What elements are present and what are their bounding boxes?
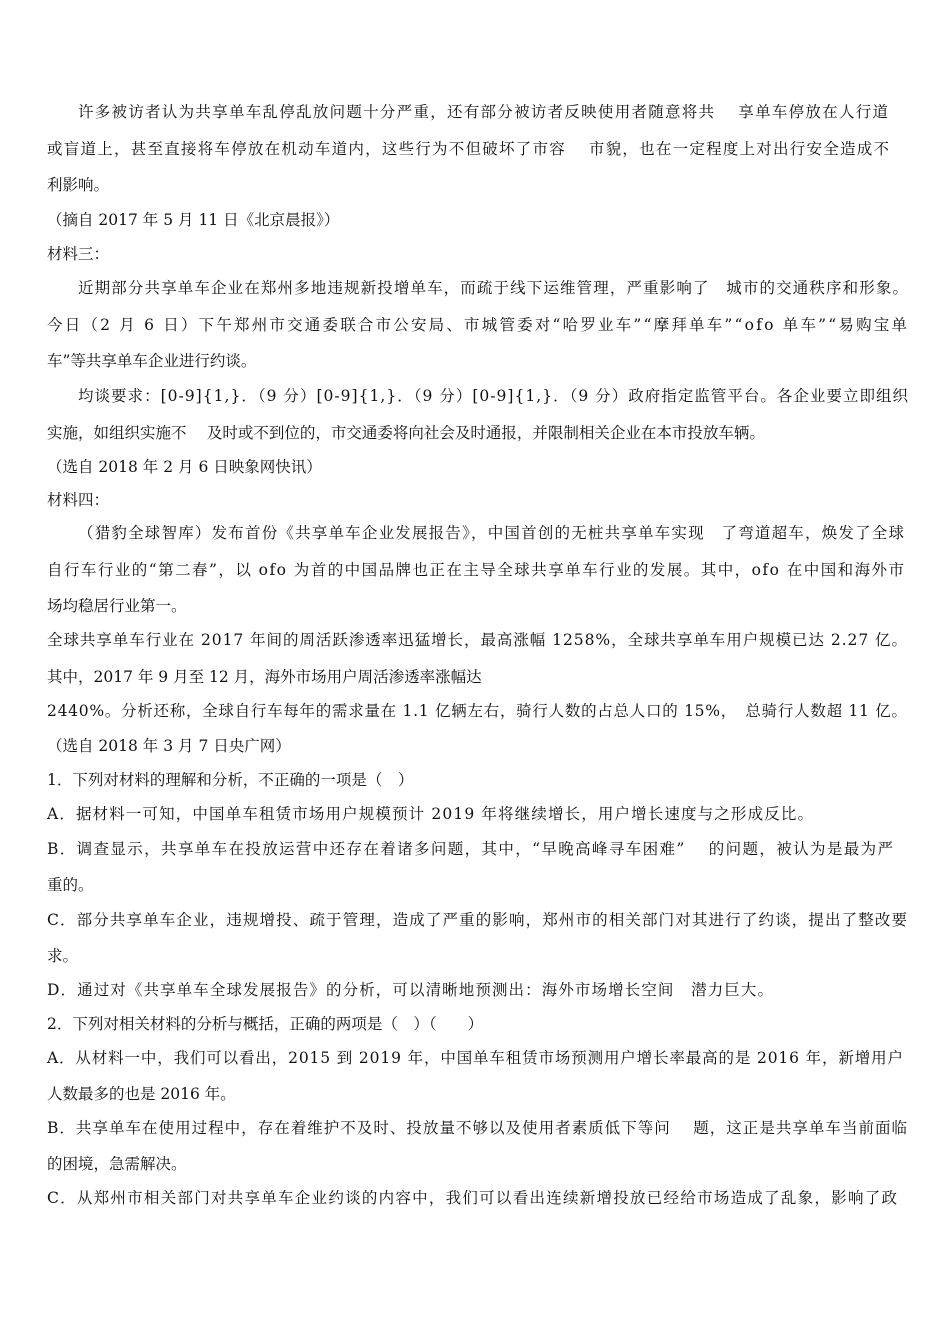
line-text: （猎豹全球智库）发布首份《共享单车企业发展报告》，中国首创的无桩共享单车实现 了弯道超车，焕发了全球 bbox=[78, 524, 906, 542]
text-line bbox=[0, 386, 950, 406]
answer-option bbox=[0, 1048, 950, 1068]
line-text: 材料四： bbox=[47, 491, 110, 509]
source-note bbox=[0, 736, 950, 756]
text-line bbox=[0, 630, 950, 650]
text-line bbox=[0, 523, 950, 543]
line-text: 均谈要求：[0-9]{1,}．（9 分）[0-9]{1,}．（9 分）[0-9]{1,}．（9 分）政府指定监管平台。各企业要立即组织 bbox=[78, 387, 910, 405]
answer-option bbox=[0, 804, 950, 824]
line-text: 2440%。分析还称，全球自行车每年的需求量在 1.1 亿辆左右，骑行人数的占总人口的 15%， 总骑行人数超 11 亿。 bbox=[47, 702, 908, 720]
line-text: 近期部分共享单车企业在郑州多地违规新投增单车，而疏于线下运维管理，严重影响了 城市的交通秩序和形象。 bbox=[78, 279, 910, 297]
text-line bbox=[0, 175, 950, 195]
line-text: C．部分共享单车企业，违规增投、疏于管理，造成了严重的影响，郑州市的相关部门对其进行了约谈，提出了整改要 bbox=[47, 911, 909, 929]
answer-option bbox=[0, 910, 950, 930]
text-line bbox=[0, 351, 950, 371]
line-text: 或盲道上，甚至直接将车停放在机动车道内，这些行为不但破坏了市容 市貌，也在一定程度上对出行安全造成不 bbox=[47, 140, 891, 158]
line-text: C．从郑州市相关部门对共享单车企业约谈的内容中，我们可以看出连续新增投放已经给市场造成了乱象，影响了政 bbox=[47, 1189, 899, 1207]
text-line bbox=[0, 875, 950, 895]
text-line bbox=[0, 423, 950, 443]
line-text: D．通过对《共享单车全球发展报告》的分析，可以清晰地预测出：海外市场增长空间 潜力巨大。 bbox=[47, 981, 775, 999]
line-text: 求。 bbox=[47, 947, 79, 965]
line-text: （选自 2018 年 3 月 7 日央广网） bbox=[47, 737, 291, 755]
text-line bbox=[0, 139, 950, 159]
text-line bbox=[0, 667, 950, 687]
line-text: 2．下列对相关材料的分析与概括，正确的两项是（ ）（ ） bbox=[47, 1015, 484, 1033]
question-stem bbox=[0, 770, 950, 790]
text-line bbox=[0, 315, 950, 335]
source-note bbox=[0, 210, 950, 230]
answer-option bbox=[0, 839, 950, 859]
line-text: 的困境，急需解决。 bbox=[47, 1155, 187, 1173]
line-text: 全球共享单车行业在 2017 年间的周活跃渗透率迅猛增长，最高涨幅 1258%，全球共享单车用户规模已达 2.27 亿。 bbox=[47, 631, 908, 649]
text-line bbox=[0, 701, 950, 721]
line-text: 1．下列对材料的理解和分析，不正确的一项是（ ） bbox=[47, 771, 414, 789]
line-text: A．从材料一中，我们可以看出，2015 到 2019 年，中国单车租赁市场预测用户增长率最高的是 2016 年，新增用户 bbox=[47, 1049, 904, 1067]
line-text: 车”等共享单车企业进行约谈。 bbox=[47, 352, 257, 370]
section-heading bbox=[0, 244, 950, 264]
line-text: （摘自 2017 年 5 月 11 日《北京晨报》） bbox=[47, 211, 340, 229]
line-text: 今日（2 月 6 日）下午郑州市交通委联合市公安局、市城管委对“哈罗业车”“摩拜单车”“ofo 单车”“易购宝单 bbox=[47, 316, 910, 334]
line-text: B．调查显示，共享单车在投放运营中还存在着诸多问题，其中，“早晚高峰寻车困难” 的问题，被认为是最为严 bbox=[47, 840, 895, 858]
line-text: （选自 2018 年 2 月 6 日映象网快讯） bbox=[47, 458, 322, 476]
section-heading bbox=[0, 490, 950, 510]
answer-option bbox=[0, 1118, 950, 1138]
text-line bbox=[0, 1154, 950, 1174]
line-text: 自行车行业的“第二春”，以 ofo 为首的中国品牌也正在主导全球共享单车行业的发展。其中，ofo 在中国和海外市 bbox=[47, 561, 906, 579]
line-text: 许多被访者认为共享单车乱停乱放问题十分严重，还有部分被访者反映使用者随意将共 享单车停放在人行道 bbox=[78, 103, 890, 121]
text-line bbox=[0, 560, 950, 580]
line-text: 场均稳居行业第一。 bbox=[47, 597, 187, 615]
line-text: A．据材料一可知，中国单车租赁市场用户规模预计 2019 年将继续增长，用户增长速度与之形成反比。 bbox=[47, 805, 815, 823]
line-text: 人数最多的也是 2016 年。 bbox=[47, 1085, 236, 1103]
text-line bbox=[0, 946, 950, 966]
text-line bbox=[0, 102, 950, 122]
text-line bbox=[0, 278, 950, 298]
line-text: 实施，如组织实施不 及时或不到位的，市交通委将向社会及时通报，并限制相关企业在本市投放车辆。 bbox=[47, 424, 765, 442]
line-text: 利影响。 bbox=[47, 176, 110, 194]
answer-option bbox=[0, 1188, 950, 1208]
text-line bbox=[0, 1084, 950, 1104]
source-note bbox=[0, 457, 950, 477]
line-text: 重的。 bbox=[47, 876, 94, 894]
line-text: B．共享单车在使用过程中，存在着维护不及时、投放量不够以及使用者素质低下等问 题，这正是共享单车当前面临 bbox=[47, 1119, 909, 1137]
answer-option bbox=[0, 980, 950, 1000]
line-text: 材料三： bbox=[47, 245, 110, 263]
question-stem bbox=[0, 1014, 950, 1034]
line-text: 其中，2017 年 9 月至 12 月，海外市场用户周活渗透率涨幅达 bbox=[47, 668, 482, 686]
text-line bbox=[0, 596, 950, 616]
